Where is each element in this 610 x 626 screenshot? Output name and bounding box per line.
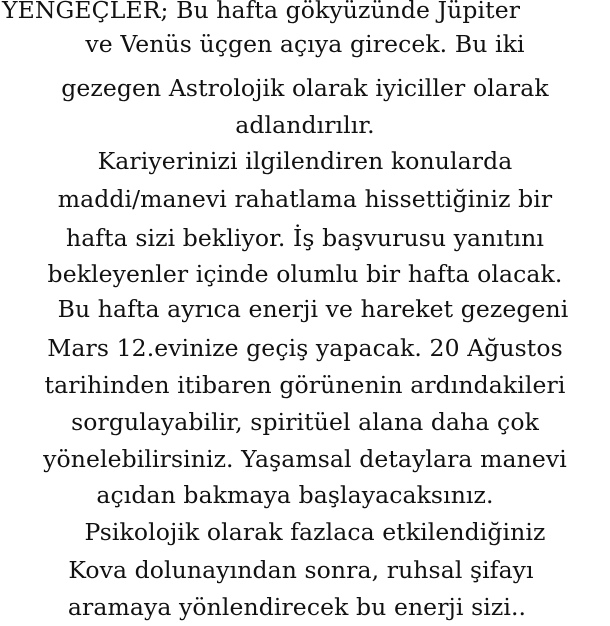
text-line: Mars 12.evinize geçiş yapacak. 20 Ağustos [47, 334, 563, 362]
text-line: Psikolojik olarak fazlaca etkilendiğiniz [84, 518, 546, 546]
text-line: sorgulayabilir, spiritüel alana daha çok [71, 408, 539, 436]
text-line: açıdan bakmaya başlayacaksınız. [96, 481, 494, 509]
text-line: yönelebilirsiniz. Yaşamsal detaylara manevi [43, 445, 567, 473]
text-line: Kova dolunayından sonra, ruhsal şifayı [68, 556, 534, 584]
text-line: ve Venüs üçgen açıya girecek. Bu iki [85, 30, 525, 58]
text-line: hafta sizi bekliyor. İş başvurusu yanıtını [65, 224, 545, 252]
text-line: bekleyenler içinde olumlu bir hafta olacak. [47, 260, 563, 288]
text-line: Bu hafta ayrıca enerji ve hareket gezegeni [57, 295, 569, 323]
text-line: tarihinden itibaren görünenin ardındakileri [44, 371, 566, 399]
text-line: aramaya yönlendirecek bu enerji sizi.. [67, 593, 527, 621]
text-line: adlandırılır. [235, 111, 375, 139]
text-line: YENGEÇLER; Bu hafta gökyüzünde Jüpiter [2, 0, 521, 24]
text-line: maddi/manevi rahatlama hissettiğiniz bir [57, 185, 553, 213]
text-line: Kariyerinizi ilgilendiren konularda [97, 147, 513, 175]
text-line: gezegen Astrolojik olarak iyiciller olarak [61, 74, 549, 102]
